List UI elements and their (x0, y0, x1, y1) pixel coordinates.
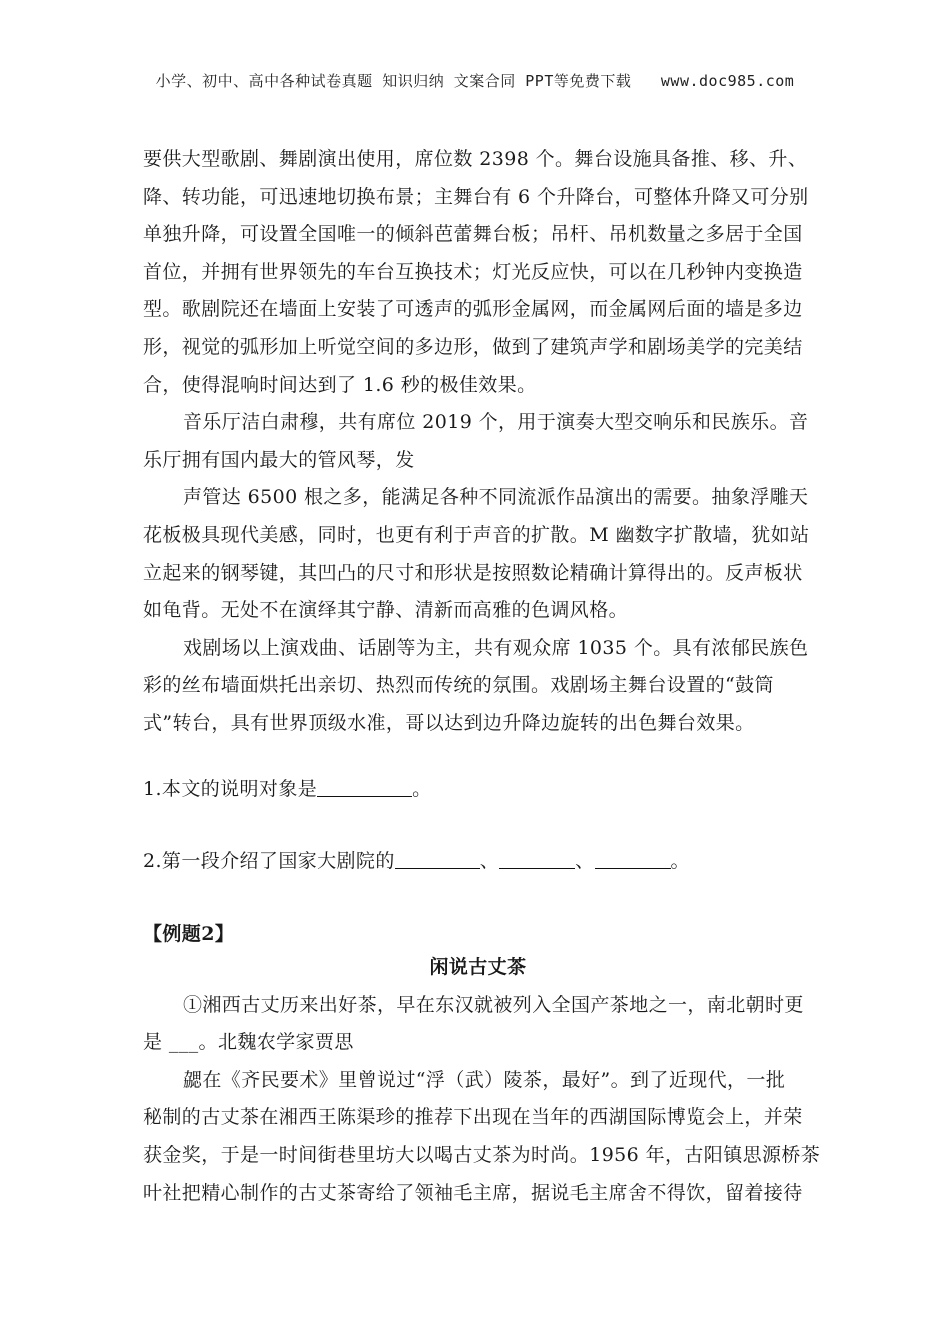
page-header (0, 70, 950, 91)
example-label: 【例题2】 (143, 923, 235, 945)
question-2 (143, 843, 813, 881)
answer-blank[interactable] (395, 848, 480, 869)
text-line: 降、转功能，可迅速地切换布景；主舞台有 6 个升降台，可整体升降又可分别 (143, 185, 809, 208)
text-line: 声管达 6500 根之多，能满足各种不同流派作品演出的需要。抽象浮雕天 (183, 486, 809, 509)
text-line: 式”转台，具有世界顶级水准，哥以达到边升降边旋转的出色舞台效果。 (143, 711, 755, 734)
answer-blank[interactable] (499, 848, 575, 869)
punct: 、 (479, 850, 500, 872)
answer-blank[interactable] (317, 776, 412, 797)
punct: 、 (575, 850, 595, 872)
header-text: 小学、初中、高中各种试卷真题 知识归纳 文案合同 PPT等免费下载 (155, 72, 632, 90)
text-line: 要供大型歌剧、舞剧演出使用，席位数 2398 个。舞台设施具备推、移、升、 (143, 148, 808, 170)
text-line: 秘制的古丈茶在湘西王陈渠珍的推荐下出现在当年的西湖国际博览会上，并荣 (143, 1106, 803, 1129)
text-line: 花板极具现代美感，同时，也更有利于声音的扩散。M 幽数字扩散墙，犹如站 (143, 523, 810, 546)
text-line: 是 ___。北魏农学家贾思 (143, 1031, 354, 1054)
passage-theatre (143, 141, 813, 743)
question-1 (143, 771, 813, 809)
punct: 。 (412, 778, 432, 800)
punct: 。 (670, 850, 690, 872)
text-line: 叶社把精心制作的古丈茶寄给了领袖毛主席，据说毛主席舍不得饮，留着接待 (143, 1181, 803, 1204)
answer-blank[interactable] (595, 848, 671, 869)
text-line: 获金奖，于是一时间街巷里坊大以喝古丈茶为时尚。1956 年，古阳镇思源桥茶 (143, 1143, 821, 1166)
text-line: 首位，并拥有世界领先的车台互换技术；灯光反应快，可以在几秒钟内变换造 (143, 260, 803, 283)
text-line: 音乐厅洁白肃穆，共有席位 2019 个，用于演奏大型交响乐和民族乐。音 (183, 411, 809, 434)
text-line: 彩的丝布墙面烘托出亲切、热烈而传统的氛围。戏剧场主舞台设置的“鼓筒 (143, 674, 774, 697)
text-line: 形，视觉的弧形加上听觉空间的多边形，做到了建筑声学和剧场美学的完美结 (143, 335, 803, 358)
text-line: 乐厅拥有国内最大的管风琴，发 (143, 448, 415, 471)
article-title: 闲说古丈茶 (429, 956, 527, 978)
text-line: 如龟背。无处不在演绎其宁静、清新而高雅的色调风格。 (143, 599, 629, 622)
text-line: 立起来的钢琴键，其凹凸的尺寸和形状是按照数论精确计算得出的。反声板状 (143, 561, 803, 584)
text-line: 勰在《齐民要术》里曾说过“浮（武）陵茶，最好”。到了近现代，一批 (183, 1068, 786, 1091)
example-2 (143, 916, 813, 954)
header-url: www.doc985.com (660, 72, 795, 90)
example-2-body (143, 949, 821, 1212)
text-line: 型。歌剧院还在墙面上安装了可透声的弧形金属网，而金属网后面的墙是多边 (143, 298, 803, 321)
question-2-text: 2.第一段介绍了国家大剧院的 (143, 850, 395, 872)
text-line: 单独升降，可设置全国唯一的倾斜芭蕾舞台板；吊杆、吊机数量之多居于全国 (143, 223, 803, 246)
text-line: ①湘西古丈历来出好茶，早在东汉就被列入全国产茶地之一，南北朝时更 (183, 993, 804, 1016)
text-line: 合，使得混响时间达到了 1.6 秒的极佳效果。 (143, 373, 537, 396)
question-1-text: 1.本文的说明对象是 (143, 778, 318, 800)
text-line: 戏剧场以上演戏曲、话剧等为主，共有观众席 1035 个。具有浓郁民族色 (183, 636, 809, 659)
